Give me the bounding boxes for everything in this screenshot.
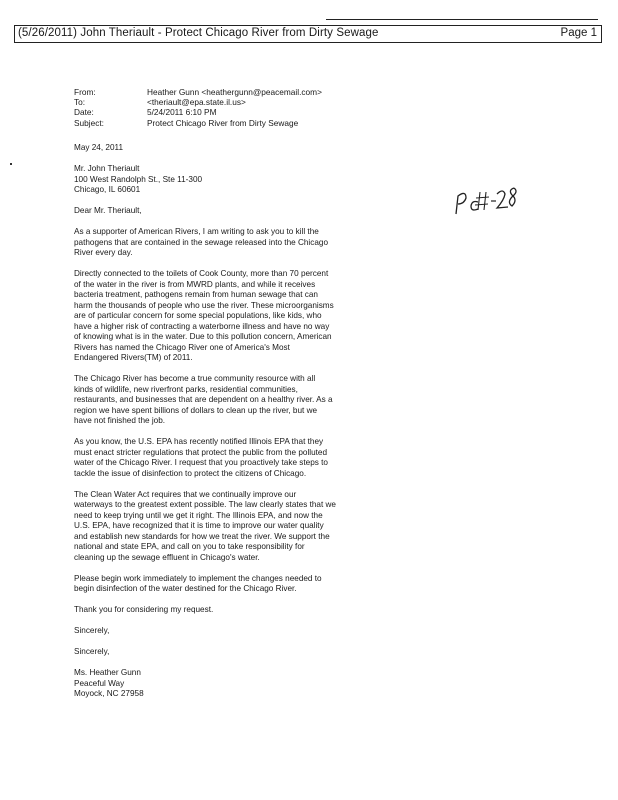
- signature-line: Peaceful Way: [74, 678, 125, 688]
- header-top-rule: [326, 19, 598, 20]
- signature-line: Ms. Heather Gunn: [74, 668, 141, 677]
- page-number: Page 1: [560, 27, 597, 39]
- meta-date-label: Date:: [74, 107, 94, 118]
- meta-subject-row: [74, 118, 322, 128]
- paragraph: Thank you for considering my request.: [74, 605, 214, 614]
- letter-body: [74, 143, 336, 710]
- meta-from-label: From:: [74, 87, 96, 97]
- closing: Sincerely,: [74, 647, 110, 656]
- meta-subject-value: Protect Chicago River from Dirty Sewage: [147, 117, 299, 128]
- salutation: Dear Mr. Theriault,: [74, 206, 142, 215]
- address-line: Chicago, IL 60601: [74, 185, 141, 194]
- paragraph: The Clean Water Act requires that we continually improve our waterways to the greatest extent possible. The law clearly states that we need to keep trying until we get it right. The Illinois EPA, and now the U.S. EPA, have recognized that it is time to improve our water quality and establish new standards for how we treat the river. We support the national and state EPA, and call on you to take responsibility for cleaning up the sewage effluent in Chicago's water.: [74, 489, 336, 562]
- meta-date-row: [74, 107, 322, 117]
- stamp-stroke-c: [471, 202, 478, 211]
- handwritten-stamp: [452, 180, 522, 220]
- closing: Sincerely,: [74, 626, 110, 635]
- signature-block: [74, 668, 336, 700]
- meta-date-value: 5/24/2011 6:10 PM: [147, 107, 217, 118]
- email-meta: [74, 87, 322, 128]
- address-line: Mr. John Theriault: [74, 164, 140, 173]
- stamp-stroke-2: [497, 191, 508, 208]
- stamp-stroke-8: [509, 188, 516, 206]
- recipient-address: [74, 164, 336, 196]
- paragraph: Please begin work immediately to implement the changes needed to begin disinfection of the water destined for the Chicago River.: [74, 573, 322, 593]
- meta-from-row: [74, 87, 322, 97]
- stamp-stroke-hash: [475, 192, 489, 210]
- meta-from-value: Heather Gunn <heathergunn@peacemail.com>: [147, 87, 322, 97]
- paragraph: The Chicago River has become a true community resource with all kinds of wildlife, new riverfront parks, residential communities, restaurants, and businesses that are dependent on a healthy river. As a region we have spent billions of dollars to clean up the river, but we have not finished the job.: [74, 374, 333, 425]
- letter-date: May 24, 2011: [74, 143, 124, 152]
- meta-subject-label: Subject:: [74, 117, 104, 128]
- page-header: [14, 25, 602, 43]
- paragraph: As a supporter of American Rivers, I am writing to ask you to kill the pathogens that are contained in the sewage released into the Chicago River every day.: [74, 227, 328, 257]
- stamp-stroke-p: [456, 193, 466, 214]
- paragraph: As you know, the U.S. EPA has recently notified Illinois EPA that they must enact stricter regulations that protect the public from the polluted water of the Chicago River. I request that you proactively take steps to tackle the issue of disinfection to protect the citizens of Chicago.: [74, 437, 328, 478]
- paragraph: Directly connected to the toilets of Cook County, more than 70 percent of the water in the river is from MWRD plants, and while it receives bacteria treatment, pathogens remain from human sewage that can harm the thousands of people who use the river. These microorganisms are of particular concern for some special populations, like kids, who have a higher risk of contracting a waterborne illness and have no way of knowing what is in the water. Due to this pollution concern, American Rivers has named the Chicago River one of America's Most Endangered Rivers(TM) of 2011.: [74, 269, 334, 362]
- margin-mark: [10, 163, 12, 165]
- meta-to-label: To:: [74, 97, 86, 108]
- meta-to-value: <theriault@epa.state.il.us>: [147, 97, 246, 108]
- address-line: 100 West Randolph St., Ste 11-300: [74, 174, 203, 184]
- meta-to-row: [74, 97, 322, 107]
- page-header-title: (5/26/2011) John Theriault - Protect Chicago River from Dirty Sewage: [18, 27, 379, 39]
- signature-line: Moyock, NC 27958: [74, 689, 144, 698]
